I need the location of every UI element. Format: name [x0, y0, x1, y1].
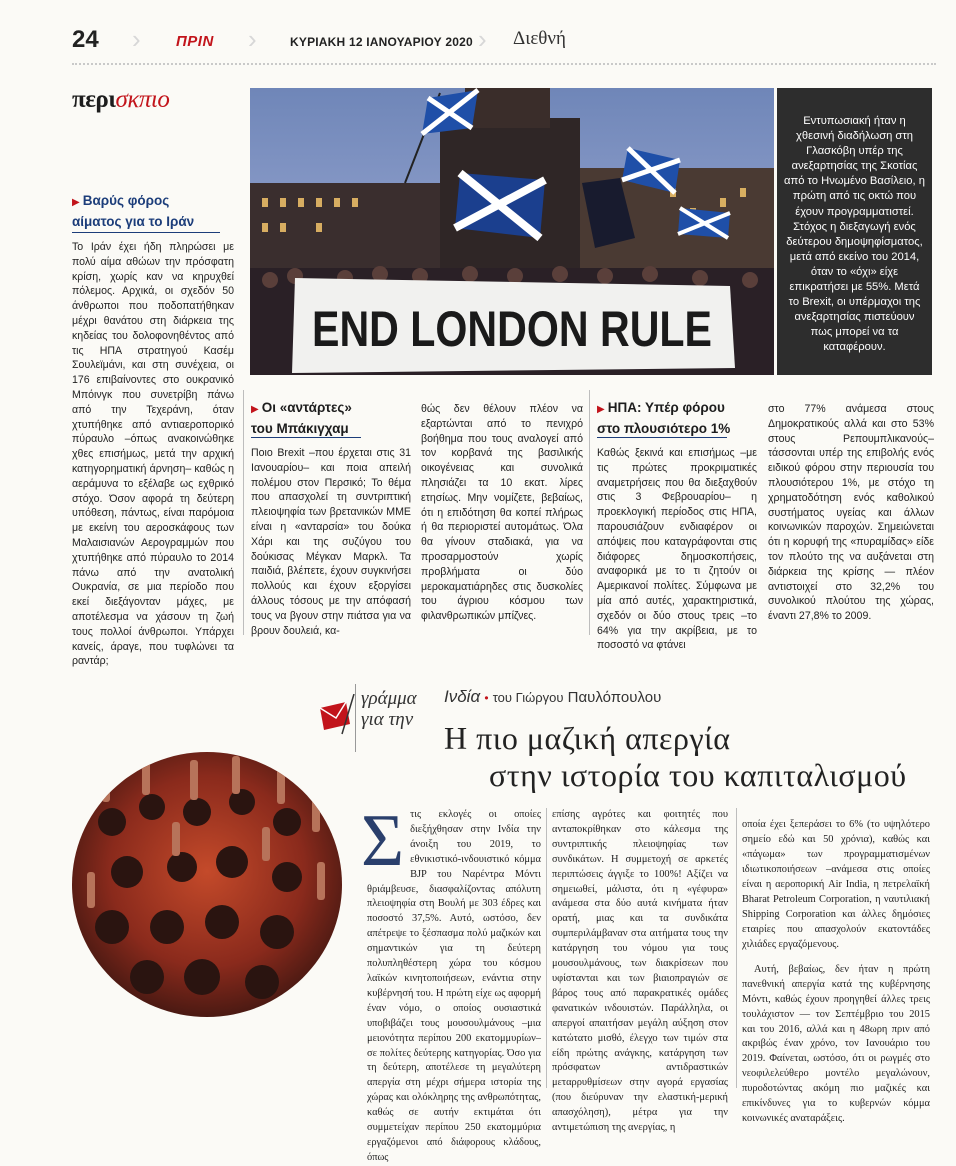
chevron-separator-icon: › [248, 24, 257, 54]
chevron-separator-icon: › [478, 24, 487, 54]
article-column-3: οποία έχει ξεπεράσει το 6% (το υψηλότερο σημείο εδώ και 50 χρόνια), καθώς και «πάγωμα» των προγραμματισμένων ιδιωτικοποιήσεων –ανάμεσα στις οποίες είναι η αεροπορική Air India, η πετρελαϊκή Bharat Petroleum Corporation, η ναυτιλιακή Shipping Corporation και άλλες δημόσιες εταιρίες που απασχολούν εκατοντάδες χιλιάδες εργαζόμενους. Αυτή, βεβαίως, δεν ήταν η πρώτη πανεθνική απεργία κατά της κυβέρνησης Μόντι, καθώς έχουν προηγηθεί άλλες τρεις τουλάχιστον — τον Σεπτέμβριο του 2015 και του 2016, αλλά και η 48ωρη πριν από ακριβώς έναν χρόνο, τον Ιανουάριο του 2019. Φαίνεται, ωστόσο, ότι οι ρωγμές στο νεοφιλελεύθερο μοντέλο μεγαλώνουν, πυροδοτώντας ακόμη πιο μαζικές και επικίνδυνες για το κυβερνών κόμμα κοινωνικές αναταράξεις. [742, 819, 930, 1124]
india-strike-photo [72, 752, 342, 1017]
chevron-separator-icon: › [132, 24, 141, 54]
brief2-text-a: Ποιο Brexit –που έρχεται στις 31 Ιανουαρίου– και ποια απειλή πολέμου στον Περσικό; Το θέμα που απασχολεί τη συντριπτική πλειοψηφία των βρετανικών ΜΜΕ είναι η «ανταρσία» του δούκα Χάρι και της συζύγου του δούκισας Μέγκαν Μαρκλ. Τα παιδιά, βλέπετε, έχουν συγκινήσει πολλούς και έχουν εξοργίσει άλλους τόσους με την απόφασή τους να βγουν στην πιάτσα για να βρουν δουλειά, κα- [251, 447, 411, 637]
brief1-headline: ▶ Βαρύς φόρος αίματος για το Ιράν [72, 193, 195, 229]
brief2-headline: ▶ Οι «αντάρτες» του Μπάκιγχαμ [251, 400, 352, 436]
photo-caption: Εντυπωσιακή ήταν η χθεσινή διαδήλωση στη Γλασκόβη υπέρ της ανεξαρτησίας της Σκοτίας από το Ηνωμένο Βασίλειο, η πρώτη από τις οκτώ που έχουν προγραμματιστεί. Στόχος η διεξαγωγή ενός δεύτερου δημοψηφίσματος, μετά από εκείνο του 2014, όταν το «όχι» είχε επικρατήσει με 55%. Μετά το Brexit, οι υπέρμαχοι της ανεξαρτησίας πιστεύουν πως μπορεί να τα καταφέρουν. [777, 88, 932, 375]
arrow-bullet-icon: ▶ [597, 404, 605, 415]
brief3-text-a: Καθώς ξεκινά και επισήμως –με τις πρώτες προκριματικές αναμετρήσεις που θα διεξαχθούν στις 3 Φεβρουαρίου– η προεκλογική περίοδος στις ΗΠΑ, παρουσιάζουν ενδιαφέρον οι απόψεις που καταγράφονται στις διάφορες δημοσκοπήσεις, αναφορικά με το τι ζητούν οι Αμερικανοί πολίτες. Σύμφωνα με μία από αυτές, χαρακτηριστικά, σχεδόν οι δύο στους τρεις –το 64% για την ακρίβεια, με το ποσοστό να φτάνει [597, 447, 757, 652]
newspaper-logo: ΠΡΙΝ [176, 33, 214, 50]
brief2-text-b: θώς δεν θέλουν πλέον να εξαρτώνται από το πενιχρό βοήθημα που τους αναλογεί από τον κορβανά της βασιλικής οικογένειας και συνολικά πλησιάζει τα 10 εκατ. λίρες ετησίως. Μην νομίζετε, βεβαίως, ότι η επιδότηση θα κοπεί πλήρως ή θα περιοριστεί αυτομάτως. Όλα θα γίνουν σταδιακά, για να προσαρμοστούν χωρίς προβλήματα οι δύο μεροκαματιάρηδες στις δυσκολίες του άγριου κόσμου των φιλανθρωπικών μπίζνες. [421, 403, 583, 623]
arrow-bullet-icon: ▶ [72, 197, 80, 208]
article-column-2: επίσης αγρότες και φοιτητές που ανταποκρίθηκαν στο κάλεσμα της συντριπτικής πλειοψηφίας των συνδικάτων. Η συμμετοχή σε αρκετές περιπτώσεις άγγιξε το 100%! Αξίζει να σημειωθεί, μάλιστα, ότι η «γέφυρα» ανάμεσα στα δύο αυτά κινήματα ήταν ορατή, μιας και τα συνδικάτα συμπεριλάμβαναν στα αιτήματα τους την κατάργηση του νόμου για τους μουσουλμάνους, των διακρίσεων που υφίστανται και των βιαιοπραγιών σε βάρος τους από παρακρατικές ομάδες φανατικών ινδουιστών. Παράλληλα, οι απεργοί απαιτήσαν μεγάλη αύξηση στον κατώτατο μισθό, έλεγχο των τιμών στα είδη πρώτης ανάγκης, κατάργηση των πρόσφατων αντιδραστικών μεταρρυθμίσεων στην αγορά εργασίας (που διεύρυναν την ελαστική-μερική απασχόληση), μέτρα για την αντιμετώπιση της ανεργίας, η [552, 809, 728, 1134]
article-title: Η πιο μαζική απεργία στην ιστορία του καπιταλισμού [444, 720, 907, 793]
column-divider [546, 808, 547, 1088]
header-divider [72, 63, 936, 65]
column-divider [243, 390, 244, 635]
arrow-bullet-icon: ▶ [251, 404, 259, 415]
glasgow-protest-photo [250, 88, 774, 375]
rubric-title: περισκπιο [72, 86, 170, 113]
section-name: Διεθνή [513, 28, 566, 49]
column-divider [589, 390, 590, 635]
article-byline: Ινδία • του Γιώργου Παυλόπουλου [444, 687, 662, 706]
brief3-headline: ▶ ΗΠΑ: Υπέρ φόρου στο πλουσιότερο 1% [597, 400, 731, 436]
dropcap: Σ [361, 800, 405, 882]
issue-date: ΚΥΡΙΑΚΗ 12 ΙΑΝΟΥΑΡΙΟΥ 2020 [290, 35, 473, 49]
envelope-pen-icon [316, 694, 358, 743]
brief3-text-b: στο 77% ανάμεσα στους Δημοκρατικούς αλλά και στο 53% στους Ρεπουμπλικανούς– τάσσονται υπέρ της επιβολής ενός ειδικού φόρου στην περιουσία του πλουσιότερου 1%, με στόχο τη χρηματοδότηση ενός καθολικού συστήματος υγείας και άλλων κοινωνικών παροχών. Σημειώνεται ότι η κορυφή της «πυραμίδας» είδε τον πλούτο της να αυξάνεται στη διάρκεια της κρίσης — πλέον αντιστοιχεί στο 32,2% του συνολικού πλούτου της χώρας, έναντι 27,8% το 2009. [768, 403, 934, 623]
brief2-rule [251, 437, 361, 438]
page-number: 24 [72, 26, 99, 53]
tag-divider [355, 684, 356, 752]
brief1-text: Το Ιράν έχει ήδη πληρώσει με πολύ αίμα αθώων την πρόσφατη κρίση, χωρίς καν να κηρυχθεί πόλεμος. Αρχικά, οι σχεδόν 50 άνθρωποι που ποδοπατήθηκαν μέχρι θανάτου στη διάρκεια της κηδείας του δολοφονηθέντος από τις ΗΠΑ στρατηγού Κασέμ Σουλεϊμάνι, και στη συνέχεια, οι 176 επιβαίνοντες στο ουκρανικό Μπόινγκ που συνετρίβη πάνω από την Τεχεράνη, όταν χτυπήθηκε από αντιαεροπορικό πύραυλο –όπως ανακοινώθηκε χθες επισήμως, μετά την αρχική κατηγορηματική άρνηση– καθώς η αεράμυνα το εξέλαβε ως εχθρικό στόχο. Όσον αφορά τη δεύτερη υπόθεση, πάντως, είναι παρόμοια με εκείνη του αεροσκάφους των Μαλαισιανών Αερογραμμών που χτυπήθηκε από πύραυλο το 2014 πάνω από την ανατολική Ουκρανία, σε μια περίοδο που εκεί διεξάγονταν μάχες, με αποτέλεσμα να χάσουν τη ζωή τους πολλοί άνθρωποι. Υπάρχει κανείς, άραγε, που τυφλώνει τα ραντάρ; [72, 241, 234, 668]
brief3-rule [597, 437, 727, 438]
article-column-1: Στις εκλογές οι οποίες διεξήχθησαν στην Ινδία την άνοιξη του 2019, το εθνικιστικό-ινδουιστικό κόμμα BJP του Ναρέντρα Μόντι θριάμβευσε, διασφαλίζοντας απόλυτη πλειοψηφία στη Βουλή με 303 έδρες και ποσοστό 37,5%. Αυτό, ωστόσο, δεν απέτρεψε το ξέσπασμα πολύ μαζικών και σημαντικών για τη δεύτερη πολυπληθέστερη χώρα του κόσμου λαϊκών κινητοποιήσεων, ενάντια στην κυβέρνησή του. Η πρώτη είχε ως αφορμή έναν νόμο, ο οποίος ουσιαστικά υποβιβάζει τους μουσουλμάνους –μια μειονότητα περίπου 200 εκατομμυρίων– σε πολίτες δεύτερης κατηγορίας. Όσο για τη δεύτερη, αποτέλεσε τη μεγαλύτερη απεργία στη μέχρι σήμερα ιστορία της χώρας και ολόκληρης της ανθρωπότητας, καθώς σε αυτήν εκτιμάται ότι συμμετείχαν περίπου 250 εκατομμύρια εργαζόμενοι από διάφορους κλάδους, όπως [361, 800, 541, 1163]
column-divider [736, 808, 737, 1088]
brief1-rule [72, 232, 220, 233]
article-tag: γράμμα για την [361, 688, 417, 730]
banner-text: END LONDON RULE [312, 301, 712, 357]
